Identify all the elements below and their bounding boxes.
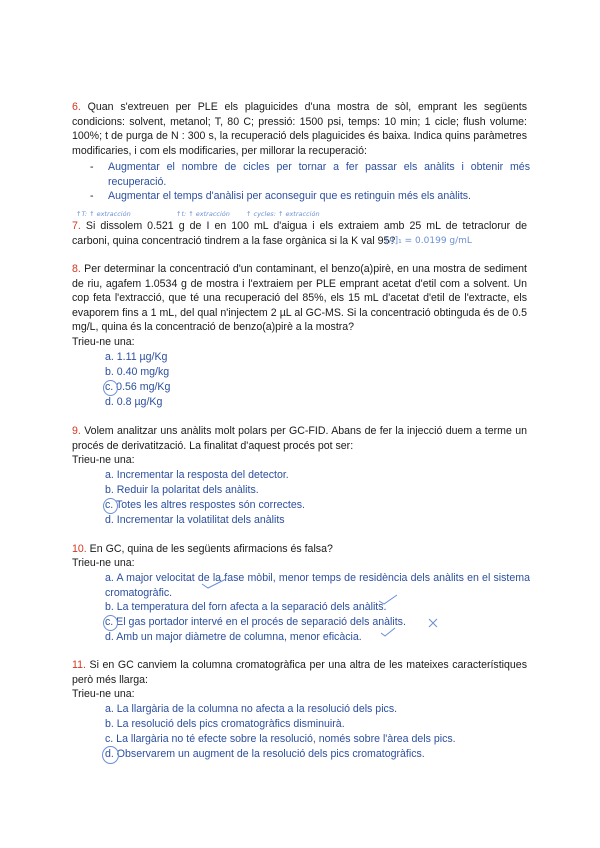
q8-option-c[interactable]: c. 0.56 mg/Kg	[105, 381, 171, 393]
handwritten-note-2: ↑t: ↑ extracción	[176, 210, 230, 218]
q10-option-d[interactable]: d. Amb un major diàmetre de columna, menor eficàcia.	[105, 631, 362, 643]
handwritten-note-3: ↑ cycles: ↑ extracción	[246, 210, 320, 218]
question-10-prompt: Trieu-ne una:	[72, 557, 135, 569]
question-11-text: 11. Si en GC canviem la columna cromatogràfica per una altra de les mateixes característiques però més llarga:	[72, 659, 527, 686]
check-mark-icon-q10d	[379, 626, 397, 638]
question-8-text: 8. Per determinar la concentració d'un contaminant, el benzo(a)pirè, en una mostra de sediment de riu, agafem 1.0534 g de mostra i l'extraiem per PLE emprant acetat d'etil com a solvent. Un cop feta l'extracció, que té una recuperació del 85%, els 15 mL d'acetat d'etil de l'extracte, els evaporem fins a 1 mL, del qual n'injectem 2 µL al GC-MS. Si la concentració obtinguda és de 0.5 mg/L, quina és la concentració de benzo(a)pirè a la mostra?	[72, 263, 527, 334]
q11-option-c[interactable]: c. La llargària no té efecte sobre la resolució, només sobre l'àrea dels pics.	[105, 733, 456, 745]
question-7-number: 7.	[72, 220, 81, 232]
question-8-prompt: Trieu-ne una:	[72, 336, 135, 348]
question-9-number: 9.	[72, 425, 81, 437]
answer-circle-q9	[103, 498, 118, 514]
handwritten-note-1: ↑T: ↑ extracción	[76, 210, 131, 218]
q8-option-a[interactable]: a. 1.11 µg/Kg	[105, 351, 168, 363]
question-6-bullet-1: - Augmentar el nombre de cicles per tornar a fer passar els anàlits i obtenir més recuperació.	[90, 161, 530, 188]
q9-option-d[interactable]: d. Incrementar la volatilitat dels anàlits	[105, 514, 285, 526]
q10-option-b[interactable]: b. La temperatura del forn afecta a la separació dels anàlits.	[105, 601, 387, 613]
q11-option-a[interactable]: a. La llargària de la columna no afecta a la resolució dels pics.	[105, 703, 398, 715]
question-9-prompt: Trieu-ne una:	[72, 454, 135, 466]
question-8-number: 8.	[72, 263, 81, 275]
q10-option-c[interactable]: c. El gas portador intervé en el procés de separació dels anàlits.	[105, 616, 406, 628]
check-mark-icon-q10b	[377, 594, 399, 606]
q9-option-c[interactable]: c. Totes les altres respostes són correctes.	[105, 499, 305, 511]
question-6-bullet-2: - Augmentar el temps d'anàlisi per aconseguir que es retinguin més els anàlits.	[90, 190, 471, 202]
question-10-number: 10.	[72, 543, 87, 555]
q9-option-b[interactable]: b. Reduir la polaritat dels anàlits.	[105, 484, 259, 496]
cross-mark-icon-q10c	[427, 617, 439, 629]
answer-circle-q8	[103, 380, 118, 396]
question-6-text: 6. Quan s'extreuen per PLE els plaguicides d'una mostra de sòl, emprant les següents condicions: solvent, metanol; T, 80 C; pressió: 1500 psi, temps: 10 min; 1 cicle; flush volume: 100%; t de purga de N : 300 s, la recuperació dels plaguicides és baixa. Indica quins paràmetres modificaries, i com els modificaries, per millorar la recuperació:	[72, 101, 527, 157]
q11-option-b[interactable]: b. La resolució dels pics cromatogràfics disminuirà.	[105, 718, 345, 730]
answer-circle-q11	[102, 746, 119, 764]
answer-circle-q10	[103, 615, 118, 631]
q8-option-b[interactable]: b. 0.40 mg/kg	[105, 366, 170, 378]
question-7-text: 7. Si dissolem 0.521 g de I en 100 mL d'aigua i els extraiem amb 25 mL de tetraclorur de carboni, quina concentració tindrem a la fase orgànica si la K val 95?	[72, 220, 527, 247]
question-11-number: 11.	[72, 659, 86, 671]
check-mark-icon-q10a	[200, 578, 230, 590]
q8-option-d[interactable]: d. 0.8 µg/Kg	[105, 396, 163, 408]
q9-option-a[interactable]: a. Incrementar la resposta del detector.	[105, 469, 289, 481]
question-10-text: 10. En GC, quina de les següents afirmacions és falsa?	[72, 543, 333, 555]
question-11-prompt: Trieu-ne una:	[72, 688, 135, 700]
question-9-text: 9. Volem analitzar uns anàlits molt polars per GC-FID. Abans de fer la injecció duem a terme un procés de derivatització. La finalitat d'aquest procés pot ser:	[72, 425, 527, 452]
question-6-number: 6.	[72, 101, 81, 113]
q10-option-a[interactable]: a. A major velocitat de la fase mòbil, menor temps de residència dels anàlits en el sistema cromatogràfic.	[105, 572, 530, 599]
q11-option-d[interactable]: d. Observarem un augment de la resolució dels pics cromatogràfics.	[105, 748, 425, 760]
handwritten-answer-q7: [A]₁ = 0.0199 g/mL	[385, 236, 472, 246]
